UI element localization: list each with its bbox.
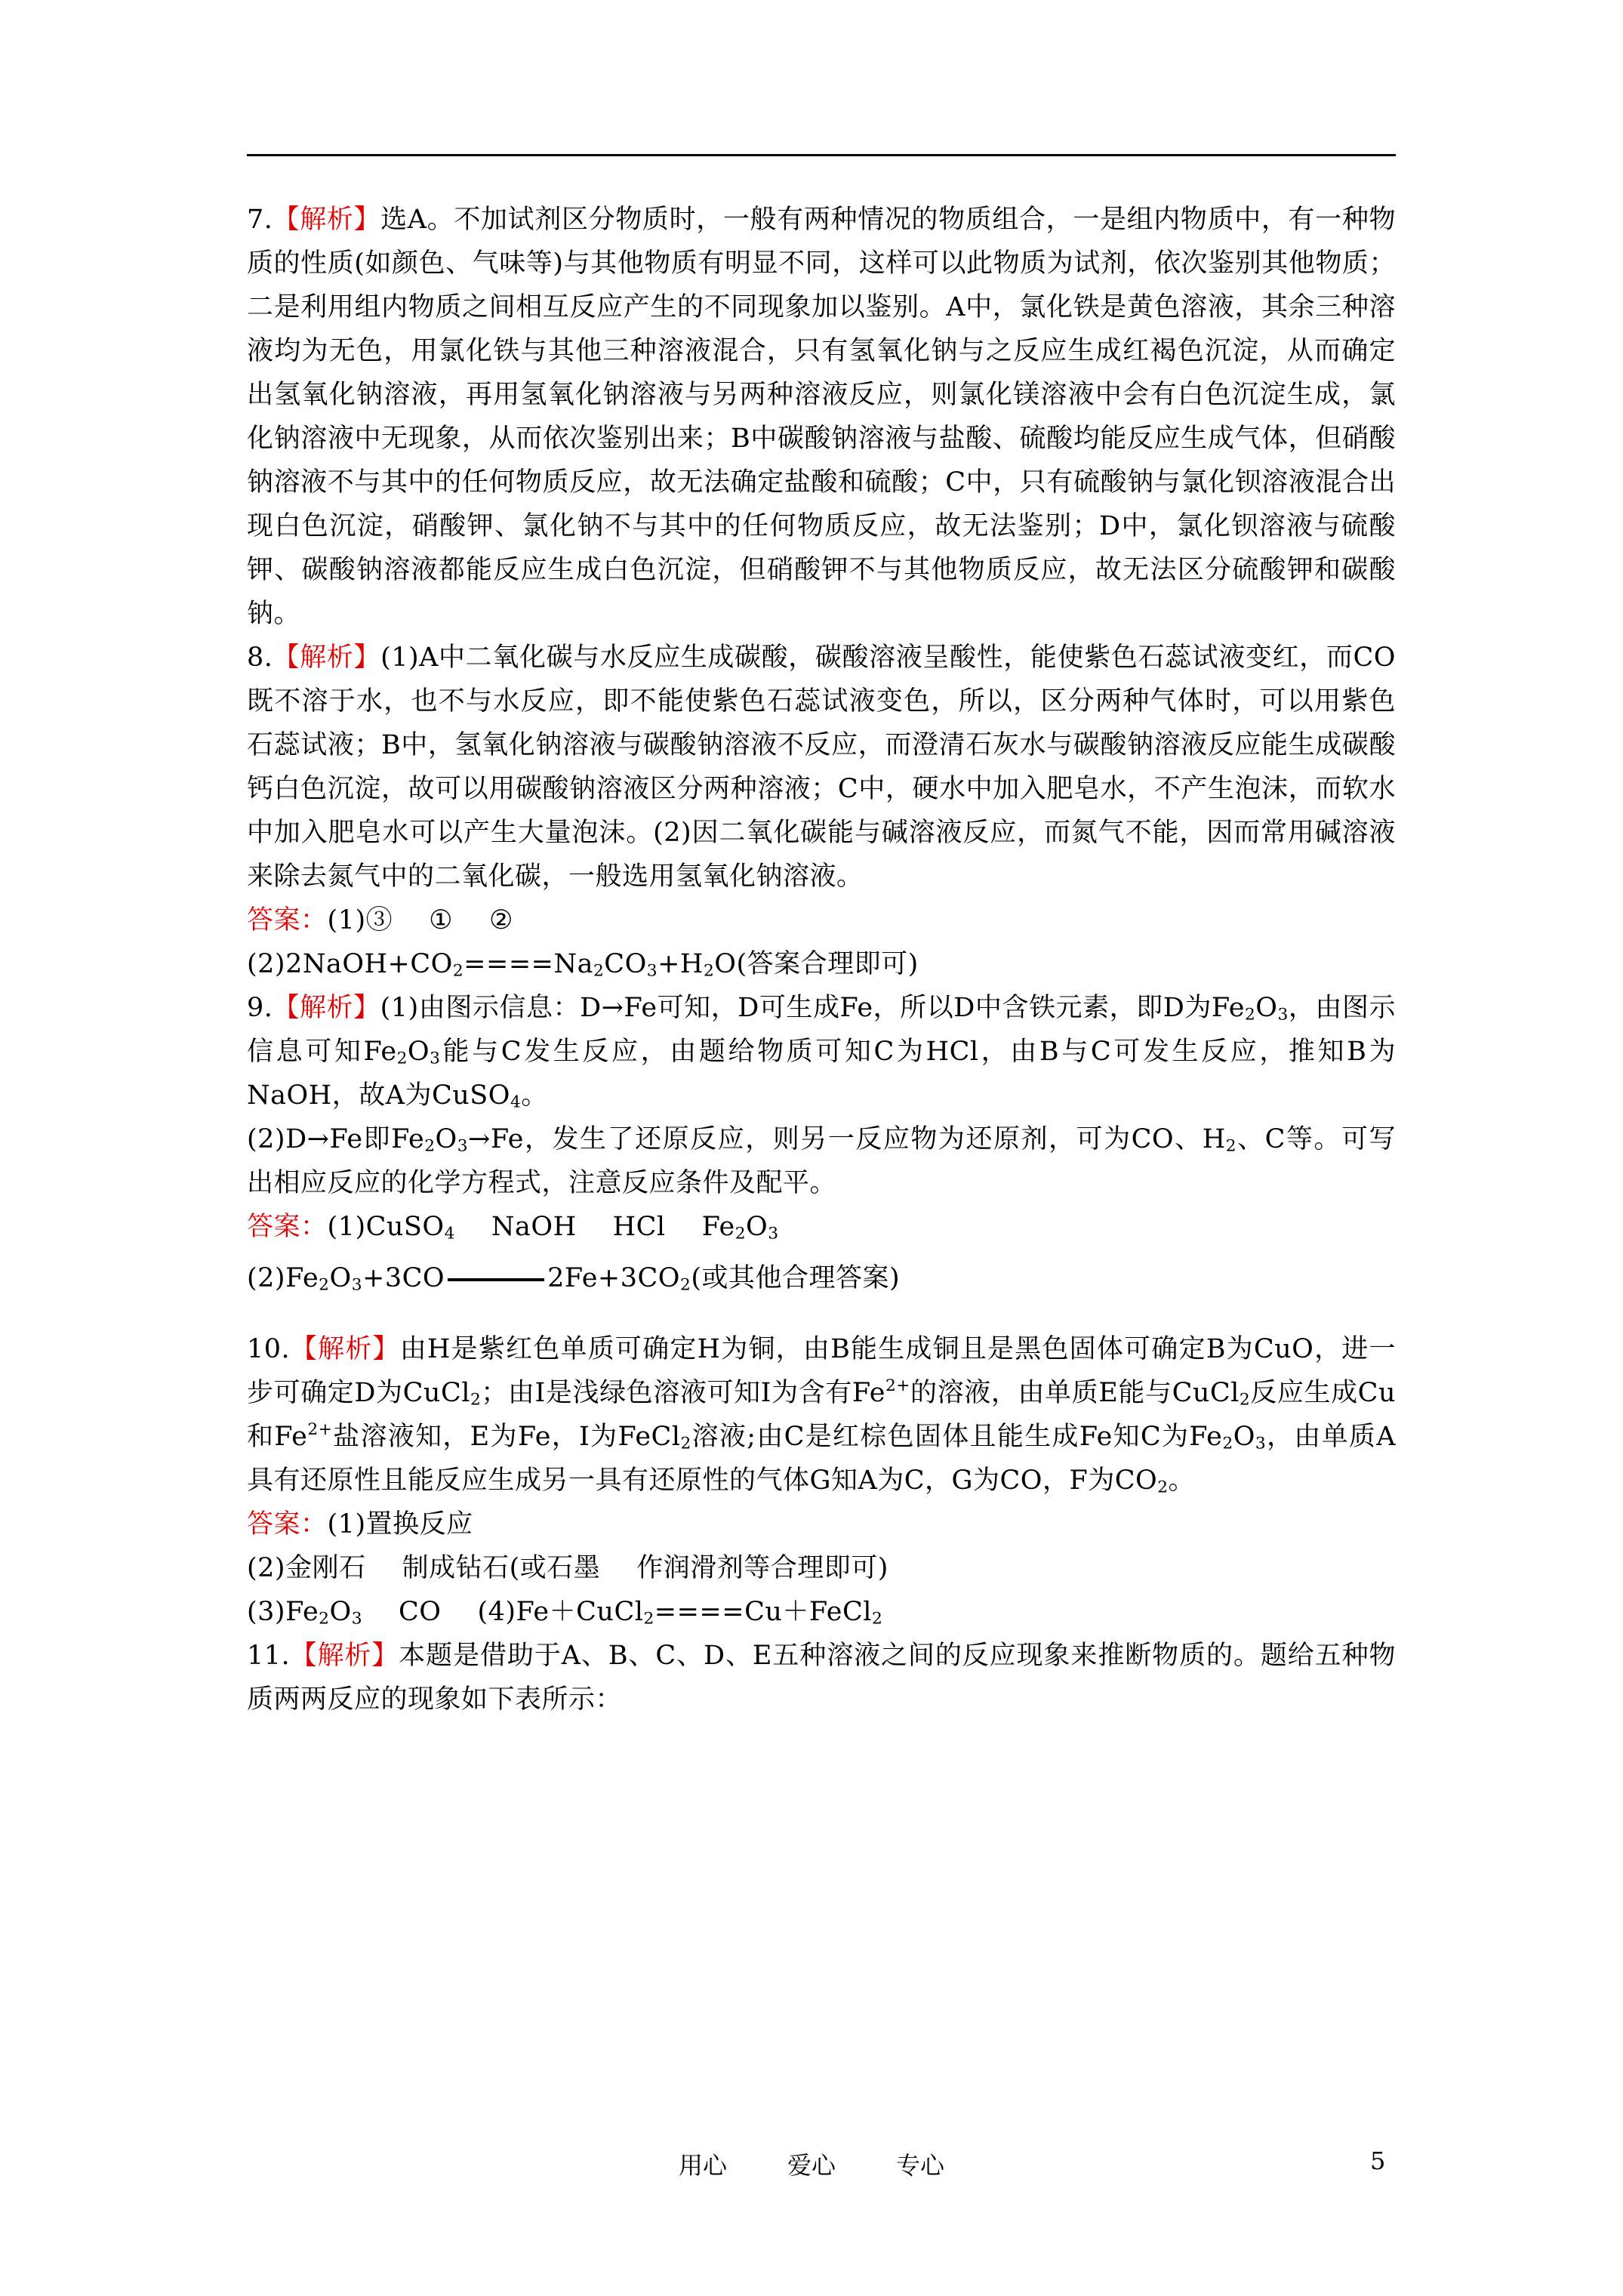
subscript: 2 (1244, 1005, 1256, 1025)
q9-a2-text: +3CO (362, 1263, 445, 1293)
answer-label: 答案： (247, 1212, 328, 1242)
q10-answer-2 (247, 1546, 1396, 1590)
q9-text: 能与C发生反应，由题给物质可知C为HCl，由B与C可发生反应，推知B为NaOH，故A为CuSO (247, 1037, 1397, 1111)
q10-text: ，由单质A具有还原性且能反应生成另一具有还原性的气体G知A为C，G为CO，F为CO (247, 1422, 1396, 1496)
q9-text: Fe可知，D可生成Fe，所以D中含铁元素，即D为Fe (624, 993, 1245, 1023)
q10-text: 的溶液，由单质E能与CuCl (910, 1378, 1240, 1408)
q10-a3-text: (3)Fe (247, 1597, 319, 1627)
q9-text: 。 (521, 1080, 548, 1111)
q8-a2-text: +H (658, 949, 704, 979)
answer-label: 答案： (247, 1509, 328, 1539)
q7-number: 7. (247, 205, 273, 235)
q10-text: 盐溶液知，E为Fe，I为FeCl (332, 1422, 681, 1452)
q10-a2-text: (2)金刚石 (247, 1553, 366, 1583)
q8-a2-text: O(答案合理即可) (714, 949, 919, 979)
subscript: 3 (430, 1049, 441, 1068)
q8-a2-text: CO (604, 949, 647, 979)
q9-a1-text: NaOH (491, 1212, 577, 1242)
q9-text: O (407, 1037, 430, 1067)
document-body (247, 198, 1396, 1721)
q9-text: (1)由图示信息：D (380, 993, 602, 1023)
q9-paragraph-1 (247, 986, 1396, 1117)
analysis-tag: 【解析】 (290, 1641, 399, 1671)
q9-text: O (1255, 993, 1278, 1023)
q9-paragraph-2 (247, 1117, 1396, 1205)
q9-text: 、C等。可写出相应反应的化学方程式，注意反应条件及配平。 (247, 1124, 1396, 1198)
q10-a2-text: 制成钻石(或石墨 (402, 1553, 601, 1583)
arrow-glyph: → (601, 993, 624, 1023)
q8-a2-text: 2NaOH+CO (285, 949, 453, 979)
subscript: 2 (643, 1609, 654, 1629)
q10-a4-text: ====Cu＋FeCl (654, 1597, 872, 1627)
q10-a3-text: O (329, 1597, 352, 1627)
q9-a2-text: O (329, 1263, 352, 1293)
subscript: 2 (396, 1049, 408, 1068)
q9-text: (2)D (247, 1124, 307, 1154)
q10-paragraph (247, 1327, 1396, 1502)
q7-paragraph (247, 198, 1396, 636)
subscript: 2 (593, 961, 605, 981)
q10-a2-text: 作润滑剂等合理即可) (636, 1553, 888, 1583)
reaction-condition-line (448, 1278, 544, 1281)
q10-number: 10. (247, 1334, 291, 1364)
subscript: 4 (444, 1224, 455, 1244)
q9-a2-text: (或其他合理答案) (691, 1263, 901, 1293)
q9-text: Fe，发生了还原反应，则另一反应物为还原剂，可为CO、H (490, 1124, 1226, 1154)
subscript: 2 (871, 1609, 883, 1629)
page-number: 5 (1370, 2147, 1386, 2175)
subscript: 2 (319, 1275, 330, 1295)
subscript: 2 (424, 1136, 436, 1156)
q10-a4-text: (4)Fe＋CuCl (477, 1597, 644, 1627)
subscript: 3 (1255, 1434, 1267, 1453)
subscript: 3 (351, 1275, 362, 1295)
q8-a1-item: ③ (365, 905, 393, 935)
q8-a2-prefix: (2) (247, 949, 286, 979)
analysis-tag: 【解析】 (273, 205, 381, 235)
superscript: 2+ (307, 1419, 333, 1439)
q8-a2-text: Na (553, 949, 593, 979)
arrow-glyph: → (306, 1124, 330, 1154)
q10-text: O (1233, 1422, 1255, 1452)
q8-answer-2 (247, 942, 1396, 986)
subscript: 2 (680, 1434, 691, 1453)
q8-a1-prefix: (1) (327, 905, 366, 935)
q9-answer-2 (247, 1256, 1396, 1300)
q8-text: (1)A中二氧化碳与水反应生成碳酸，碳酸溶液呈酸性，能使紫色石蕊试液变红，而CO既不溶于水，也不与水反应，即不能使紫色石蕊试液变色，所以，区分两种气体时，可以用紫色石蕊试液；B中，氢氧化钠溶液与碳酸钠溶液不反应，而澄清石灰水与碳酸钠溶液反应能生成碳酸钙白色沉淀，故可以用碳酸钠溶液区分两种溶液；C中，硬水中加入肥皂水，不产生泡沫，而软水中加入肥皂水可以产生大量泡沫。(2)因二氧化碳能与碱溶液反应，而氮气不能，因而常用碱溶液来除去氮气中的二氧化碳，一般选用氢氧化钠溶液。 (247, 643, 1396, 892)
q9-a1-text: HCl (612, 1212, 666, 1242)
subscript: 3 (646, 961, 658, 981)
subscript: 2 (470, 1390, 482, 1410)
q11-number: 11. (247, 1641, 291, 1671)
subscript: 3 (457, 1136, 469, 1156)
analysis-tag: 【解析】 (273, 993, 380, 1023)
q9-a1-text: Fe (701, 1212, 735, 1242)
subscript: 2 (1225, 1136, 1237, 1156)
q9-answer-1 (247, 1205, 1396, 1249)
analysis-tag: 【解析】 (290, 1334, 400, 1364)
q11-paragraph (247, 1634, 1396, 1721)
q11-text: 本题是借助于A、B、C、D、E五种溶液之间的反应现象来推断物质的。题给五种物质两两反应的现象如下表所示： (247, 1641, 1396, 1715)
equation-arrow: ==== (463, 949, 554, 979)
analysis-tag: 【解析】 (273, 643, 381, 673)
q9-text: O (435, 1124, 457, 1154)
q7-text: 选A。不加试剂区分物质时，一般有两种情况的物质组合，一是组内物质中，有一种物质的性质(如颜色、气味等)与其他物质有明显不同，这样可以此物质为试剂，依次鉴别其他物质；二是利用组内物质之间相互反应产生的不同现象加以鉴别。A中，氯化铁是黄色溶液，其余三种溶液均为无色，用氯化铁与其他三种溶液混合，只有氢氧化钠与之反应生成红褐色沉淀，从而确定出氢氧化钠溶液，再用氢氧化钠溶液与另两种溶液反应，则氯化镁溶液中会有白色沉淀生成，氯化钠溶液中无现象，从而依次鉴别出来；B中碳酸钠溶液与盐酸、硫酸均能反应生成气体，但硝酸钠溶液不与其中的任何物质反应，故无法确定盐酸和硫酸；C中，只有硫酸钠与氯化钡溶液混合出现白色沉淀，硝酸钾、氯化钠不与其中的任何物质反应，故无法鉴别；D中，氯化钡溶液与硫酸钾、碳酸钠溶液都能反应生成白色沉淀，但硝酸钾不与其他物质反应，故无法区分硫酸钾和碳酸钠。 (247, 205, 1396, 629)
arrow-glyph: → (468, 1124, 491, 1154)
subscript: 2 (452, 961, 464, 981)
q8-a1-item: ① (429, 905, 453, 935)
q9-a1-text: (1)CuSO (327, 1212, 445, 1242)
q9-a2-text: 2Fe+3CO (547, 1263, 680, 1293)
q10-text: 。 (1168, 1465, 1196, 1496)
subscript: 2 (680, 1275, 691, 1295)
subscript: 2 (319, 1609, 330, 1629)
q9-number: 9. (247, 993, 273, 1023)
q8-number: 8. (247, 643, 273, 673)
q10-text: ；由I是浅绿色溶液可知I为含有Fe (481, 1378, 885, 1408)
subscript: 3 (768, 1224, 779, 1244)
q10-text: 溶液;由C是红棕色固体且能生成Fe知C为Fe (691, 1422, 1223, 1452)
q10-answer-3 (247, 1590, 1396, 1634)
subscript: 2 (1222, 1434, 1233, 1453)
q9-text: ，由图示信息可知Fe (247, 993, 1396, 1067)
footer-word: 用心 (678, 2151, 727, 2180)
subscript: 2 (1239, 1390, 1251, 1410)
subscript: 3 (1277, 1005, 1289, 1025)
subscript: 2 (735, 1224, 747, 1244)
q9-text: Fe即Fe (329, 1124, 425, 1154)
q8-answer-1 (247, 898, 1396, 942)
footer-word: 专心 (896, 2151, 945, 2180)
q8-a1-item: ② (489, 905, 513, 935)
q10-a1-text: (1)置换反应 (327, 1509, 473, 1539)
header-rule (247, 154, 1396, 156)
q9-a1-text: O (746, 1212, 768, 1242)
superscript: 2+ (885, 1376, 910, 1395)
subscript: 2 (1157, 1478, 1169, 1497)
footer-word: 爱心 (787, 2151, 836, 2180)
subscript: 2 (703, 961, 715, 981)
q10-a3-text: CO (399, 1597, 442, 1627)
q10-text: 反应生成Cu和Fe (247, 1378, 1396, 1452)
answer-label: 答案： (247, 905, 328, 935)
subscript: 4 (510, 1093, 522, 1112)
q9-a2-text: (2)Fe (247, 1263, 319, 1293)
q10-text: 由H是紫红色单质可确定H为铜，由B能生成铜且是黑色固体可确定B为CuO，进一步可确定D为CuCl (247, 1334, 1396, 1408)
q8-paragraph (247, 636, 1396, 898)
q10-answer-1 (247, 1502, 1396, 1546)
subscript: 3 (351, 1609, 362, 1629)
